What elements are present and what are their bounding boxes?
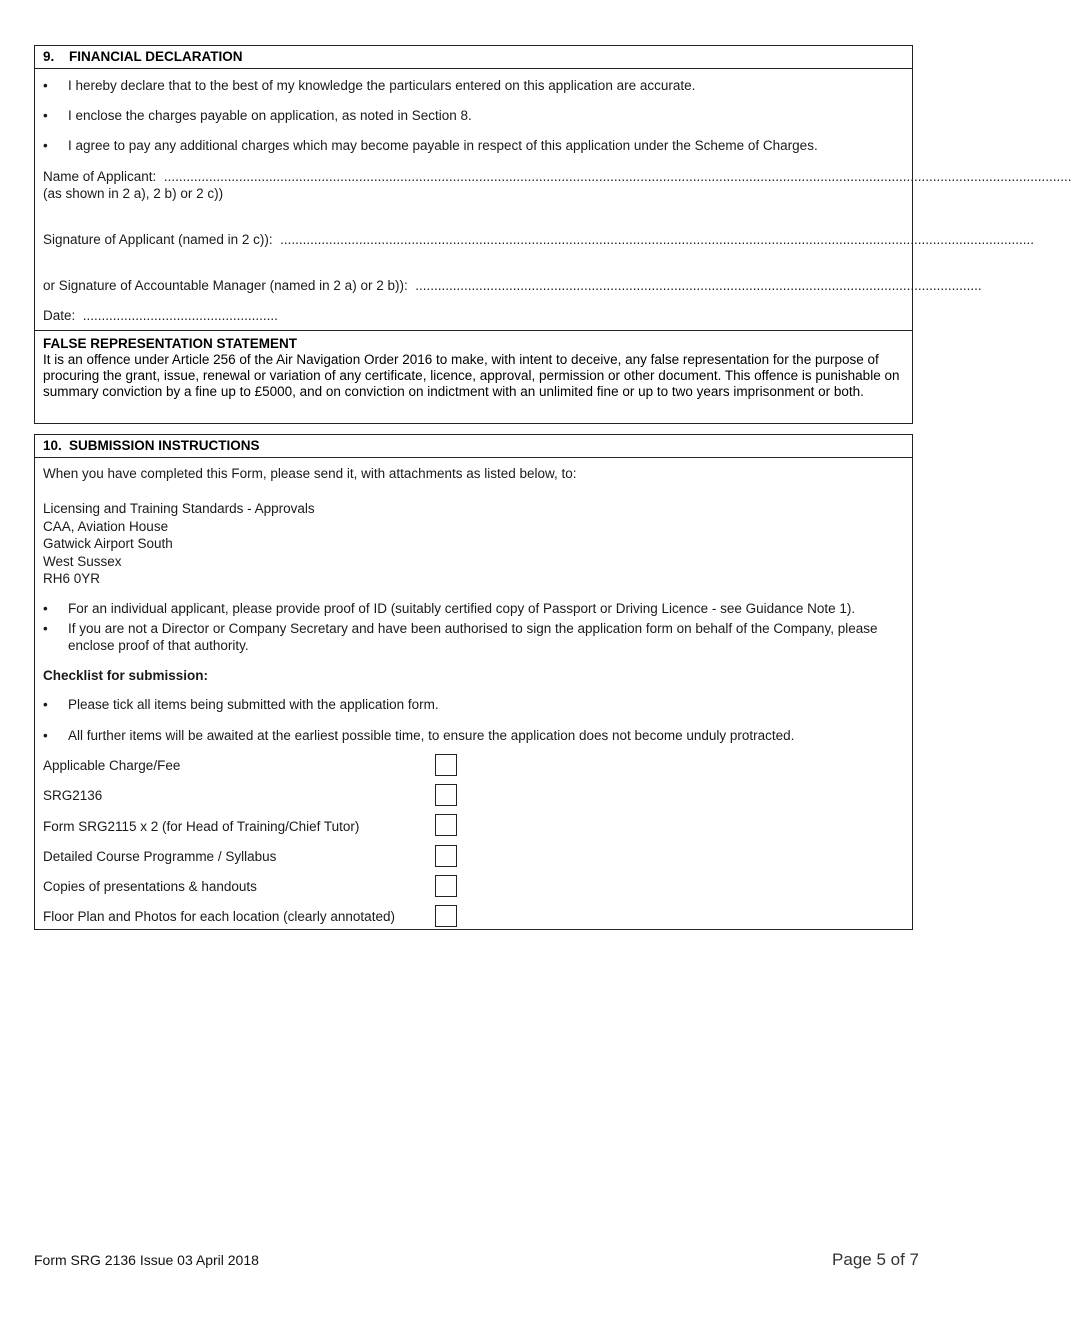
declaration-bullet: • I enclose the charges payable on application, as noted in Section 8. [43, 108, 472, 123]
checklist-checkbox-course-programme[interactable] [435, 845, 457, 867]
checklist-title: Checklist for submission: [43, 668, 209, 683]
dotted-line: ....................................................................................................................................................... [411, 278, 982, 293]
checklist-checkbox-floor-plan[interactable] [435, 905, 457, 927]
dotted-line: .................................................... [79, 308, 278, 323]
address-line: West Sussex [43, 554, 122, 569]
financial-declaration-section [34, 45, 1072, 424]
submission-instructions-section [34, 434, 913, 930]
checklist-item-label: SRG2136 [43, 788, 103, 803]
checklist-item-label: Floor Plan and Photos for each location (clearly annotated) [43, 909, 395, 924]
submission-intro: When you have completed this Form, please send it, with attachments as listed below, to: [43, 466, 577, 481]
false-representation-title: FALSE REPRESENTATION STATEMENT [43, 336, 298, 351]
manager-signature-field[interactable] [43, 277, 982, 294]
checklist-bullet: • All further items will be awaited at the earliest possible time, to ensure the application does not become unduly protracted. [43, 728, 795, 743]
false-representation-text: It is an offence under Article 256 of the Air Navigation Order 2016 to make, with intent to deceive, any false representation for the purpose of procuring the grant, issue, renewal or variation of any certificate, licence, approval, permission or other document. This offence is punishable on summary conviction by a fine up to £5000, and on conviction on indictment with an unlimited fine or up to two years imprisonment or both. [43, 352, 900, 399]
checklist-item-label: Copies of presentations & handouts [43, 879, 257, 894]
checklist-bullet: • Please tick all items being submitted with the application form. [43, 697, 439, 712]
applicant-name-field[interactable] [43, 168, 1072, 185]
section-number: 9. [43, 49, 55, 64]
checklist-checkbox-srg2136[interactable] [435, 784, 457, 806]
manager-signature-label: or Signature of Accountable Manager (named in 2 a) or 2 b)): [43, 278, 408, 293]
date-field[interactable] [43, 307, 278, 324]
address-line: Gatwick Airport South [43, 536, 173, 551]
form-reference: Form SRG 2136 Issue 03 April 2018 [34, 1252, 259, 1268]
checklist-checkbox-presentations[interactable] [435, 875, 457, 897]
checklist-item-label: Detailed Course Programme / Syllabus [43, 849, 277, 864]
date-label: Date: [43, 308, 76, 323]
checklist-item-label: Form SRG2115 x 2 (for Head of Training/Chief Tutor) [43, 819, 360, 834]
address-line: RH6 0YR [43, 571, 101, 586]
checklist-item-label: Applicable Charge/Fee [43, 758, 181, 773]
dotted-line: ......................................................................................................................................................................................................... [276, 232, 1035, 247]
section-title: FINANCIAL DECLARATION [69, 49, 243, 64]
note-bullet: • For an individual applicant, please provide proof of ID (suitably certified copy of Passport or Driving Licence - see Guidance Note 1). [43, 601, 856, 616]
declaration-bullet: • I agree to pay any additional charges which may become payable in respect of this application under the Scheme of Charges. [43, 138, 818, 153]
checklist-checkbox-charge-fee[interactable] [435, 754, 457, 776]
applicant-name-note: (as shown in 2 a), 2 b) or 2 c)) [43, 186, 224, 201]
section-number: 10. [43, 438, 62, 453]
section-header [35, 46, 912, 69]
page-number: Page 5 of 7 [832, 1250, 919, 1269]
applicant-name-label: Name of Applicant: [43, 169, 157, 184]
checklist-checkbox-srg2115[interactable] [435, 814, 457, 836]
applicant-signature-field[interactable] [43, 231, 1035, 248]
dotted-line: .................................................................................................................................................................................................................................................. [160, 169, 1072, 184]
note-bullet: • If you are not a Director or Company Secretary and have been authorised to sign the application form on behalf of the Company, please enclose proof of that authority. [43, 621, 878, 653]
declaration-bullet: • I hereby declare that to the best of my knowledge the particulars entered on this application are accurate. [43, 78, 696, 93]
section-title: SUBMISSION INSTRUCTIONS [69, 438, 260, 453]
address-line: CAA, Aviation House [43, 519, 169, 534]
false-representation-statement [35, 330, 912, 400]
applicant-signature-label: Signature of Applicant (named in 2 c)): [43, 232, 273, 247]
section-header [35, 435, 912, 458]
address-line: Licensing and Training Standards - Approvals [43, 501, 315, 516]
